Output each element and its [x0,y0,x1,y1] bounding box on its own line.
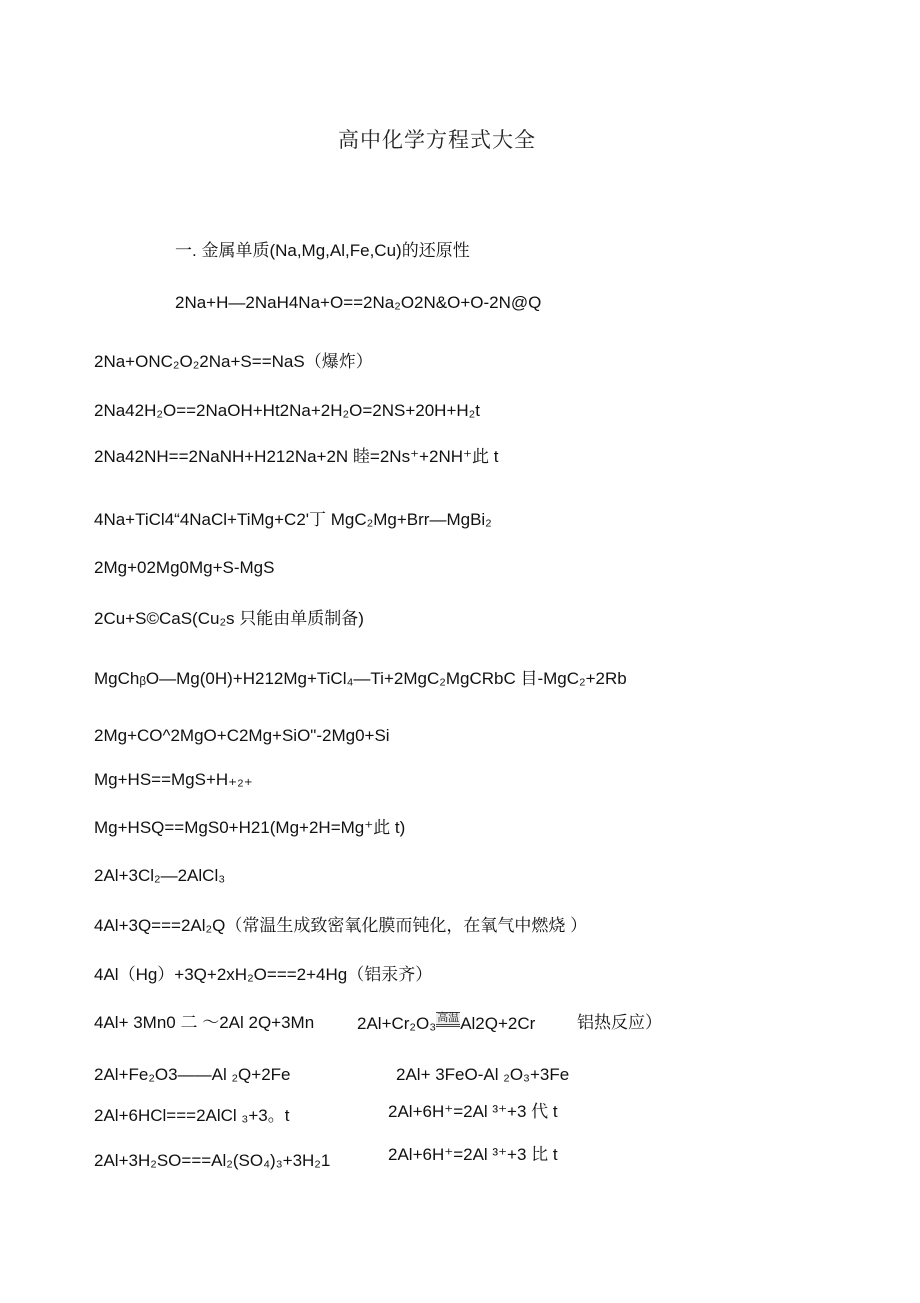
equation-line-18-right: 2Al+6H⁺=2Al ³⁺+3 比 t [388,1145,558,1164]
equation-line-1: 2Na+H—2NaH4Na+O==2Na₂O2N&O+O-2N@Q [175,293,542,312]
high-temperature-condition-stamp: 高温 [436,1012,460,1027]
equation-line-17-right: 2Al+6H⁺=2Al ³⁺+3 代 t [388,1102,558,1121]
thermite-products: Al2Q+2Cr [460,1014,536,1033]
equation-line-9: 2Mg+CO^2MgO+C2Mg+SiO"-2Mg0+Si [94,726,390,745]
equation-line-5: 4Na+TiCl4“4NaCl+TiMg+C2'丁 MgC₂Mg+Brr—MgBi₂ [94,510,492,529]
equation-line-12: 2Al+3Cl₂—2AlCl₃ [94,866,226,885]
equation-line-18-left: 2Al+3H₂SO===Al₂(SO₄)₃+3H₂1 [94,1151,331,1170]
equation-line-10: Mg+HS==MgS+H₊₂₊ [94,770,253,789]
equation-line-14: 4Al（Hg）+3Q+2xH₂O===2+4Hg（铝汞齐） [94,965,433,984]
equation-line-11: Mg+HSQ==MgS0+H21(Mg+2H=Mg⁺此 t) [94,818,406,837]
thermite-note: 铝热反应） [577,1013,662,1032]
equation-line-3: 2Na42H₂O==2NaOH+Ht2Na+2H₂O=2NS+20H+H₂t [94,401,480,420]
equation-line-6: 2Mg+02Mg0Mg+S-MgS [94,558,275,577]
equation-line-16-left: 2Al+Fe₂O3——Al ₂Q+2Fe [94,1065,291,1084]
equation-line-15-left: 4Al+ 3Mn0 二 ～2Al 2Q+3Mn [94,1013,315,1032]
page-title: 高中化学方程式大全 [338,128,536,152]
equation-line-7: 2Cu+S©CaS(Cu₂s 只能由单质制备) [94,609,364,628]
thermite-reactants: 2Al+Cr₂O₃ [357,1014,437,1033]
equation-line-2: 2Na+ONC₂O₂2Na+S==NaS（爆炸） [94,352,373,371]
section-heading-metals: 一. 金属单质(Na,Mg,Al,Fe,Cu)的还原性 [175,241,470,260]
equation-line-4: 2Na42NH==2NaNH+H212Na+2N 睦=2Ns⁺+2NH⁺此 t [94,447,499,466]
equation-line-17-left: 2Al+6HCl===2AlCl ₃+3。t [94,1106,290,1125]
equation-line-13: 4Al+3Q===2Al₂Q（常温生成致密氧化膜而钝化，在氧气中燃烧 ） [94,916,588,935]
equation-line-15-right [357,1012,535,1035]
equation-line-16-right: 2Al+ 3FeO-Al ₂O₃+3Fe [396,1065,570,1084]
equation-line-8: MgChᵦO—Mg(0H)+H212Mg+TiCl₄—Ti+2MgC₂MgCRbC 目-MgC₂+2Rb [94,669,627,688]
